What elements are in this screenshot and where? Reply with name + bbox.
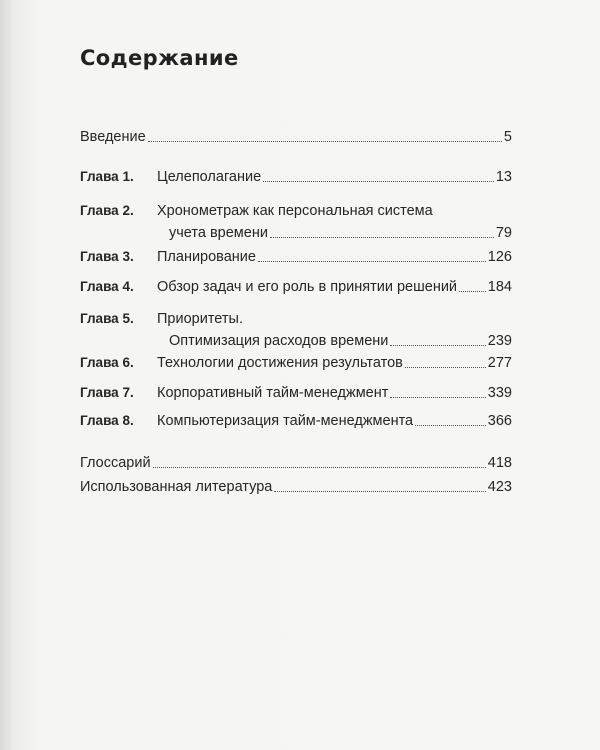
toc-entry-title: Корпоративный тайм-менеджмент bbox=[157, 385, 389, 401]
toc-page-number: 339 bbox=[487, 385, 512, 401]
toc-entry-chapter-3[interactable] bbox=[80, 248, 512, 266]
toc-entry-title: Обзор задач и его роль в принятии решений bbox=[157, 279, 458, 295]
toc-entry-title: Технологии достижения результатов bbox=[157, 355, 403, 371]
leader-dots bbox=[270, 237, 494, 238]
toc-page-number: 79 bbox=[495, 225, 512, 241]
page-title: Содержание bbox=[80, 46, 239, 70]
toc-entry-title: Планирование bbox=[157, 249, 256, 265]
toc-page-number: 423 bbox=[487, 479, 512, 495]
toc-entry-chapter-4[interactable] bbox=[80, 278, 512, 296]
toc-entry-chapter-2[interactable] bbox=[80, 202, 512, 242]
toc-page-number: 277 bbox=[487, 355, 512, 371]
leader-dots bbox=[415, 425, 486, 426]
leader-dots bbox=[274, 491, 485, 492]
leader-dots bbox=[390, 345, 485, 346]
leader-dots bbox=[153, 467, 486, 468]
toc-page-number: 13 bbox=[495, 169, 512, 185]
toc-entry-references[interactable] bbox=[80, 478, 512, 496]
toc-entry-title: Целеполагание bbox=[157, 169, 262, 185]
toc-entry-title: Введение bbox=[80, 129, 146, 145]
chapter-label: Глава 1. bbox=[80, 169, 134, 184]
toc-entry-chapter-6[interactable] bbox=[80, 354, 512, 372]
toc-page-number: 5 bbox=[503, 129, 512, 145]
toc-entry-chapter-7[interactable] bbox=[80, 384, 512, 402]
toc-entry-chapter-5[interactable] bbox=[80, 310, 512, 350]
toc-entry-title: Компьютеризация тайм-менеджмента bbox=[157, 413, 414, 429]
toc-page-number: 126 bbox=[487, 249, 512, 265]
toc-entry-chapter-1[interactable] bbox=[80, 168, 512, 186]
toc-page-number: 239 bbox=[487, 333, 512, 349]
leader-dots bbox=[148, 141, 502, 142]
leader-dots bbox=[459, 291, 486, 292]
toc-page-number: 184 bbox=[487, 279, 512, 295]
leader-dots bbox=[263, 181, 494, 182]
toc-entry-title: Хронометраж как персональная система bbox=[157, 203, 433, 219]
chapter-label: Глава 5. bbox=[80, 311, 134, 326]
toc-page-number: 366 bbox=[487, 413, 512, 429]
toc-page-number: 418 bbox=[487, 455, 512, 471]
toc-entry-title: Использованная литература bbox=[80, 479, 273, 495]
toc-entry-introduction[interactable] bbox=[80, 128, 512, 146]
chapter-label: Глава 6. bbox=[80, 355, 134, 370]
chapter-label: Глава 2. bbox=[80, 203, 134, 218]
chapter-label: Глава 3. bbox=[80, 249, 134, 264]
toc-entry-title: Приоритеты. bbox=[157, 311, 243, 327]
leader-dots bbox=[405, 367, 486, 368]
chapter-label: Глава 8. bbox=[80, 413, 134, 428]
chapter-label: Глава 7. bbox=[80, 385, 134, 400]
toc-entry-title: Глоссарий bbox=[80, 455, 151, 471]
leader-dots bbox=[258, 261, 486, 262]
toc-entry-title-continued: учета времени bbox=[169, 225, 268, 241]
toc-entry-title-continued: Оптимизация расходов времени bbox=[169, 333, 389, 349]
toc-entry-glossary[interactable] bbox=[80, 454, 512, 472]
toc-entry-chapter-8[interactable] bbox=[80, 412, 512, 430]
leader-dots bbox=[390, 397, 485, 398]
chapter-label: Глава 4. bbox=[80, 279, 134, 294]
